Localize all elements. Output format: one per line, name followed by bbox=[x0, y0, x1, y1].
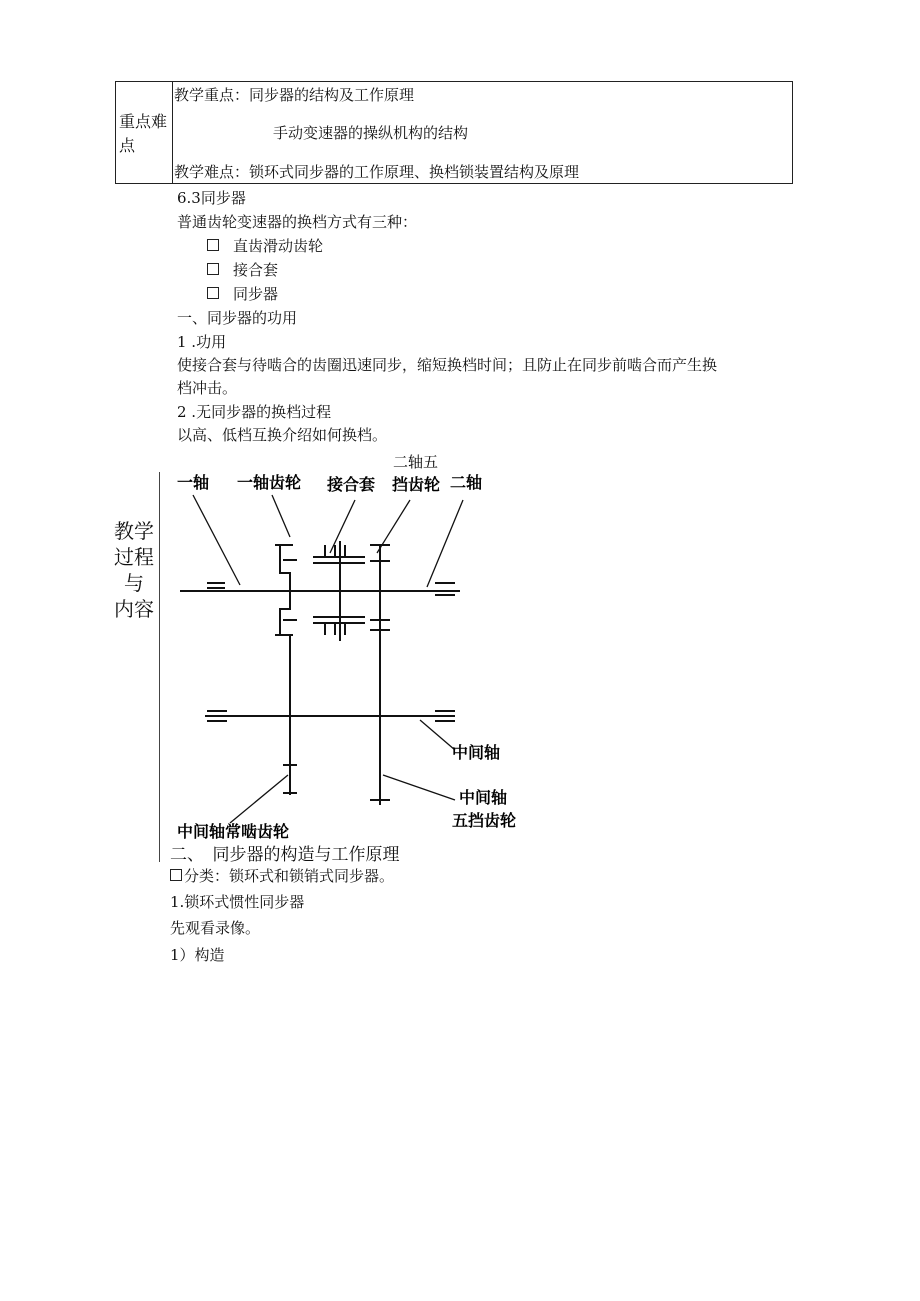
method-item: 同步器 bbox=[207, 284, 278, 304]
label-zj-wudang-2: 五挡齿轮 bbox=[452, 811, 517, 830]
difficulty-point: 教学难点：锁环式同步器的工作原理、换档锁装置结构及原理 bbox=[174, 163, 580, 181]
part1-heading: 一、同步器的功用 bbox=[177, 309, 298, 327]
method-item: 接合套 bbox=[207, 260, 278, 280]
checkbox-icon bbox=[170, 869, 182, 881]
label-yizhou-gear: 一轴齿轮 bbox=[237, 473, 302, 492]
item2-text: 以高、低档互换介绍如何换档。 bbox=[177, 426, 388, 444]
section-heading: 6.3同步器 bbox=[177, 189, 246, 207]
label-erzhou: 二轴 bbox=[450, 473, 483, 492]
label-dang-gear: 挡齿轮 bbox=[392, 475, 441, 494]
table-divider bbox=[172, 82, 173, 183]
label-changnie: 中间轴常啮齿轮 bbox=[177, 822, 290, 841]
part2-heading: 二、 同步器的构造与工作原理 bbox=[170, 845, 400, 865]
label-yizhou: 一轴 bbox=[177, 473, 210, 492]
lock-ring-heading: 1.锁环式惯性同步器 bbox=[170, 893, 305, 911]
checkbox-icon bbox=[207, 263, 219, 275]
intro-text: 普通齿轮变速器的换档方式有三种： bbox=[177, 213, 418, 231]
label-erzhou-wu: 二轴五 bbox=[393, 453, 439, 471]
key-point-2: 手动变速器的操纵机构的结构 bbox=[273, 124, 469, 142]
checkbox-icon bbox=[207, 287, 219, 299]
item1-text-line2: 档冲击。 bbox=[177, 379, 238, 397]
gearbox-diagram bbox=[165, 445, 545, 855]
table-left-rule bbox=[159, 472, 160, 862]
classification: 分类：锁环式和锁销式同步器。 bbox=[170, 866, 394, 886]
item1-text-line1: 使接合套与待啮合的齿圈迅速同步，缩短换档时间；且防止在同步前啮合而产生换 bbox=[177, 356, 718, 374]
structure-heading: 1）构造 bbox=[170, 946, 225, 964]
label-zhongjianzhou: 中间轴 bbox=[452, 743, 501, 762]
label-jiehetao: 接合套 bbox=[327, 475, 376, 494]
checkbox-icon bbox=[207, 239, 219, 251]
watch-video: 先观看录像。 bbox=[170, 919, 261, 937]
key-point-1: 教学重点：同步器的结构及工作原理 bbox=[174, 86, 415, 104]
label-zj-wudang-1: 中间轴 bbox=[459, 788, 508, 807]
item1-heading: 1 .功用 bbox=[177, 333, 227, 351]
key-points-table bbox=[115, 81, 793, 184]
side-label: 教学 过程 与 内容 bbox=[114, 519, 154, 621]
method-item: 直齿滑动齿轮 bbox=[207, 236, 323, 256]
item2-heading: 2 .无同步器的换档过程 bbox=[177, 403, 332, 421]
table-row-label: 重点难点 bbox=[119, 112, 168, 155]
